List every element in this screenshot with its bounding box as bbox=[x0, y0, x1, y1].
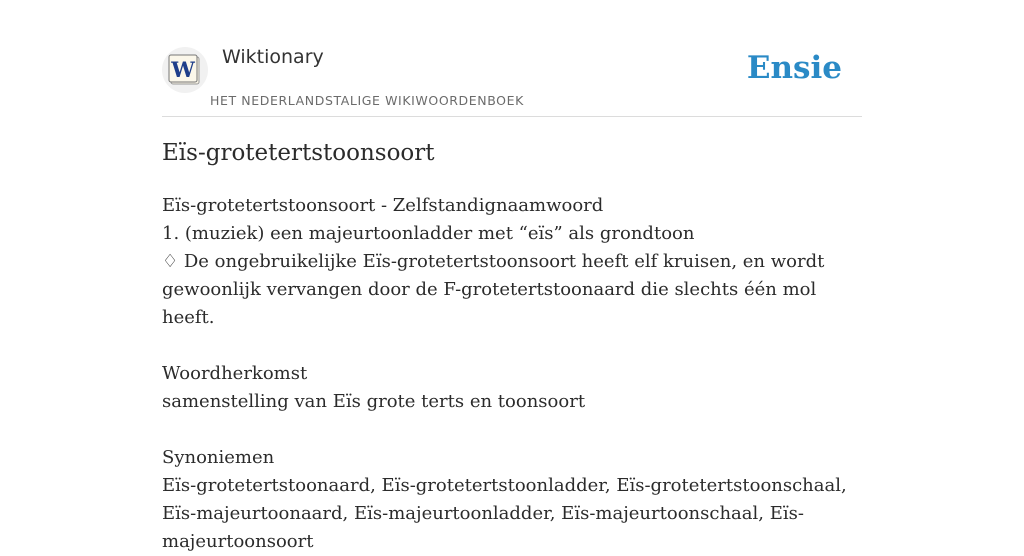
svg-text:W: W bbox=[171, 57, 195, 82]
spacer bbox=[162, 332, 862, 360]
site-subtitle: HET NEDERLANDSTALIGE WIKIWOORDENBOEK bbox=[210, 93, 524, 108]
synonyms-text: Eïs-grotetertstoonaard, Eïs-grotetertstoonladder, Eïs-grotetertstoonschaal, Eïs-majeurtoonaard, Eïs-majeurtoonladder, Eïs-majeurtoonschaal, Eïs-majeurtoonsoort bbox=[162, 475, 847, 552]
page-title: Eïs-grotetertstoonsoort bbox=[162, 140, 435, 166]
entry-example: ♢ De ongebruikelijke Eïs-grotetertstoonsoort heeft elf kruisen, en wordt gewoonlijk vervangen door de F-grotetertstoonaard die slechts één mol heeft. bbox=[162, 251, 825, 328]
spacer bbox=[162, 416, 862, 444]
site-title[interactable]: Wiktionary bbox=[222, 46, 324, 68]
etymology-label: Woordherkomst bbox=[162, 363, 308, 384]
entry-content bbox=[162, 192, 862, 556]
etymology-text: samenstelling van Eïs grote terts en toonsoort bbox=[162, 391, 586, 412]
entry-definition: 1. (muziek) een majeurtoonladder met “eïs” als grondtoon bbox=[162, 223, 695, 244]
wiktionary-logo-icon[interactable] bbox=[162, 47, 208, 93]
ensie-brand-link[interactable]: Ensie bbox=[746, 50, 842, 86]
site-header bbox=[162, 0, 862, 117]
synonyms-label: Synoniemen bbox=[162, 447, 275, 468]
page-container bbox=[162, 0, 862, 552]
entry-heading: Eïs-grotetertstoonsoort - Zelfstandignaamwoord bbox=[162, 195, 604, 216]
